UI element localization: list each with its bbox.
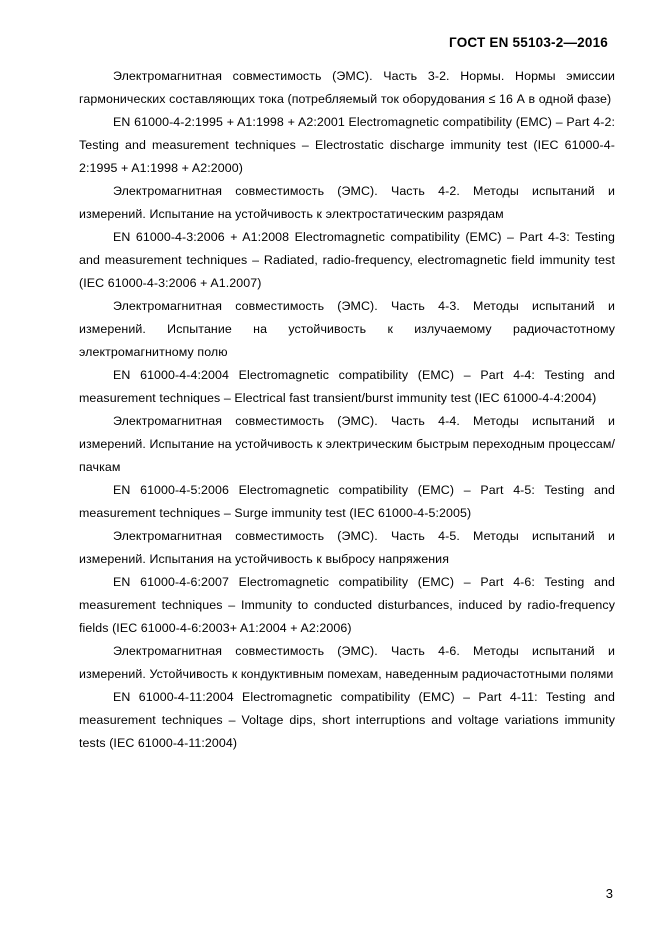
- paragraph-en-61000-4-5: EN 61000-4-5:2006 Electromagnetic compatibility (EMC) – Part 4-5: Testing and measurement techniques – Surge immunity test (IEC 61000-4-5:2005): [79, 483, 615, 520]
- document-body: [79, 65, 615, 755]
- paragraph-emc-4-4-ru: Электромагнитная совместимость (ЭМС). Часть 4-4. Методы испытаний и измерений. Испытание на устойчивость к электрическим быстрым переходным процессам/пачкам: [79, 414, 615, 474]
- paragraph-emc-3-2-ru: Электромагнитная совместимость (ЭМС). Часть 3-2. Нормы. Нормы эмиссии гармонических составляющих тока (потребляемый ток оборудования ≤ 16 А в одной фазе): [79, 69, 615, 106]
- paragraph-en-61000-4-4: EN 61000-4-4:2004 Electromagnetic compatibility (EMC) – Part 4-4: Testing and measurement techniques – Electrical fast transient/burst immunity test (IEC 61000-4-4:2004): [79, 368, 615, 405]
- paragraph-emc-4-5-ru: Электромагнитная совместимость (ЭМС). Часть 4-5. Методы испытаний и измерений. Испытания на устойчивость к выбросу напряжения: [79, 529, 615, 566]
- paragraph-emc-4-3-ru: Электромагнитная совместимость (ЭМС). Часть 4-3. Методы испытаний и измерений. Испытание на устойчивость к излучаемому радиочастотному электромагнитному полю: [79, 299, 615, 359]
- paragraph-emc-4-2-ru: Электромагнитная совместимость (ЭМС). Часть 4-2. Методы испытаний и измерений. Испытание на устойчивость к электростатическим разрядам: [79, 184, 615, 221]
- paragraph-en-61000-4-6: EN 61000-4-6:2007 Electromagnetic compatibility (EMC) – Part 4-6: Testing and measurement techniques – Immunity to conducted disturbances, induced by radio-frequency fields (IEC 61000-4-6:2003+ A1:2004 + A2:2006): [79, 575, 615, 635]
- page-number: 3: [605, 886, 613, 901]
- paragraph-en-61000-4-2: EN 61000-4-2:1995 + A1:1998 + A2:2001 Electromagnetic compatibility (EMC) – Part 4-2: Testing and measurement techniques – Electrostatic discharge immunity test (IEC 61000-4-2:1995 + A1:1998 + A2:2000): [79, 115, 615, 175]
- document-header: ГОСТ EN 55103-2—2016: [449, 35, 608, 50]
- paragraph-en-61000-4-3: EN 61000-4-3:2006 + A1:2008 Electromagnetic compatibility (EMC) – Part 4-3: Testing and measurement techniques – Radiated, radio-frequency, electromagnetic field immunity test (IEC 61000-4-3:2006 + A1.2007): [79, 230, 615, 290]
- paragraph-en-61000-4-11: EN 61000-4-11:2004 Electromagnetic compatibility (EMC) – Part 4-11: Testing and measurement techniques – Voltage dips, short interruptions and voltage variations immunity tests (IEC 61000-4-11:2004): [79, 690, 615, 750]
- paragraph-emc-4-6-ru: Электромагнитная совместимость (ЭМС). Часть 4-6. Методы испытаний и измерений. Устойчивость к кондуктивным помехам, наведенным радиочастотными полями: [79, 644, 615, 681]
